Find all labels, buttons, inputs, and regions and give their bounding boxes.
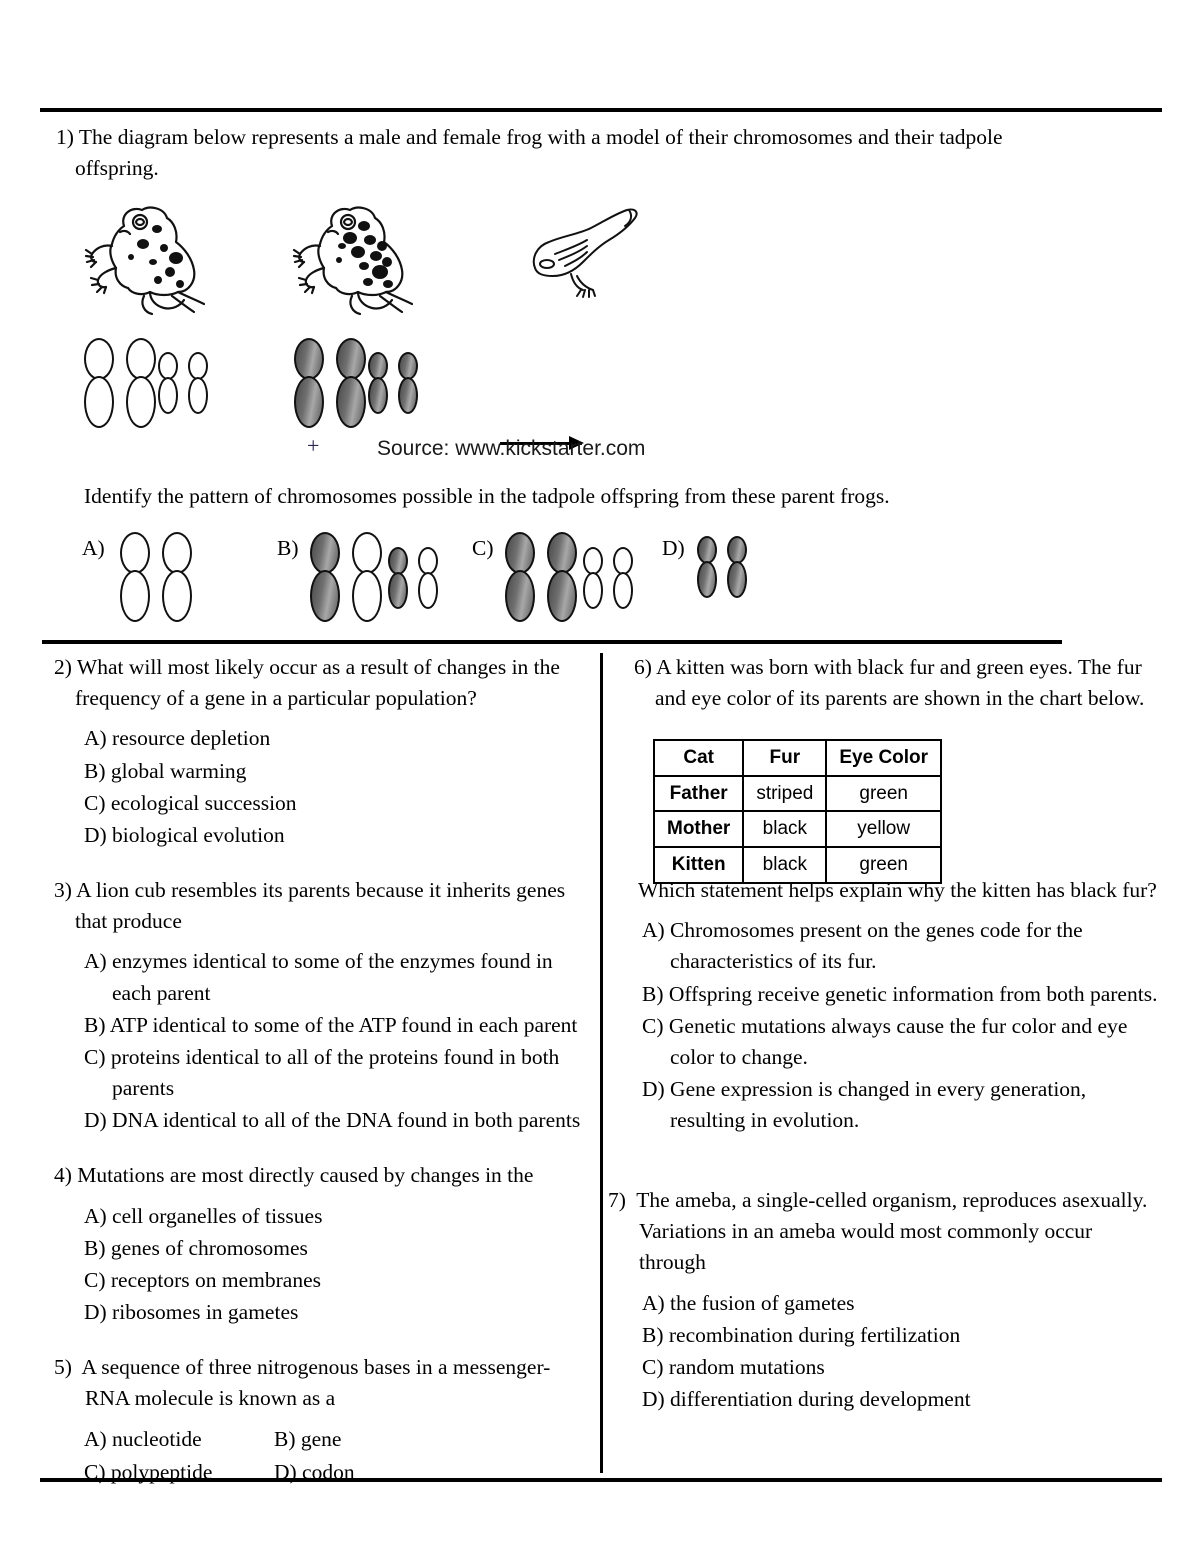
question-2-text: What will most likely occur as a result of changes in the frequency of a gene in a particular population? xyxy=(75,655,560,711)
chromosome xyxy=(368,352,388,414)
chromosome xyxy=(310,532,340,622)
choice[interactable]: A) nucleotide xyxy=(84,1426,202,1451)
choice[interactable]: D) Gene expression is changed in every generation, resulting in evolution. xyxy=(642,1077,1087,1133)
chromosome xyxy=(547,532,577,622)
top-divider-rule xyxy=(40,108,1162,112)
choice[interactable]: B) global warming xyxy=(84,758,247,783)
choice[interactable]: D) codon xyxy=(274,1459,355,1484)
chromosome xyxy=(727,536,747,598)
chromosome xyxy=(613,547,633,609)
question-7-text: The ameba, a single-celled organism, reproduces asexually. Variations in an ameba would most commonly occur through xyxy=(636,1188,1148,1275)
choice[interactable]: A) Chromosomes present on the genes code for the characteristics of its fur. xyxy=(642,918,1083,974)
cell-eye-color: green xyxy=(826,847,941,883)
question-4 xyxy=(54,1160,594,1328)
choice[interactable]: C) receptors on membranes xyxy=(84,1267,322,1292)
question-6-choices xyxy=(638,915,1163,1136)
chromosome xyxy=(388,547,408,609)
question-5-number: 5) xyxy=(54,1355,72,1380)
choice-c-label: C) xyxy=(472,536,494,560)
question-5-text: A sequence of three nitrogenous bases in a messenger-RNA molecule is known as a xyxy=(81,1355,551,1411)
choice-c-small-pair[interactable] xyxy=(583,547,633,609)
question-4-number: 4) xyxy=(54,1163,72,1188)
choice[interactable]: B) ATP identical to some of the ATP found in each parent xyxy=(84,1012,578,1037)
question-1-prompt: Identify the pattern of chromosomes possible in the tadpole offspring from these parent frogs. xyxy=(84,484,890,508)
chromosome xyxy=(162,532,192,622)
chromosome xyxy=(398,352,418,414)
choice-d-label: D) xyxy=(662,536,685,560)
chromosome xyxy=(120,532,150,622)
question-3-choices xyxy=(54,946,594,1136)
choice[interactable]: A) resource depletion xyxy=(84,726,271,751)
question-2 xyxy=(54,652,594,851)
choice[interactable]: C) random mutations xyxy=(642,1354,825,1379)
source-caption: Source: www.kickstarter.com xyxy=(377,437,646,460)
choice[interactable]: D) DNA identical to all of the DNA found in both parents xyxy=(84,1108,581,1133)
question-6-number: 6) xyxy=(634,655,652,679)
cat-trait-table xyxy=(653,739,942,884)
question-7 xyxy=(608,1185,1164,1416)
choice[interactable]: C) Genetic mutations always cause the fur color and eye color to change. xyxy=(642,1013,1128,1069)
cell-fur: striped xyxy=(743,776,826,812)
chromosome xyxy=(583,547,603,609)
column-header-eye-color: Eye Color xyxy=(826,740,941,776)
question-6-stem xyxy=(634,652,1164,714)
choice[interactable]: C) ecological succession xyxy=(84,790,297,815)
plus-symbol: + xyxy=(307,433,320,458)
table-row xyxy=(654,776,941,812)
chromosome xyxy=(697,536,717,598)
chromosome xyxy=(188,352,208,414)
chromosome xyxy=(158,352,178,414)
question-4-text: Mutations are most directly caused by changes in the xyxy=(77,1163,534,1188)
question-1-stem xyxy=(56,122,1056,183)
question-6-text: A kitten was born with black fur and green eyes. The fur and eye color of its parents are shown in the chart below. xyxy=(655,655,1145,711)
female-small-chromosome-pair xyxy=(368,352,418,414)
chromosome xyxy=(294,338,324,428)
choice[interactable]: B) gene xyxy=(274,1426,342,1451)
choice[interactable]: C) polypeptide xyxy=(84,1459,213,1484)
female-frog-icon xyxy=(292,200,427,315)
question-1-choices xyxy=(0,528,1200,638)
question-5-choices xyxy=(54,1424,594,1488)
choice[interactable]: B) Offspring receive genetic information from both parents. xyxy=(642,981,1158,1006)
choice[interactable]: B) genes of chromosomes xyxy=(84,1235,308,1260)
cell-cat: Father xyxy=(654,776,743,812)
question-7-number: 7) xyxy=(608,1188,626,1212)
choice[interactable]: D) ribosomes in gametes xyxy=(84,1300,299,1325)
chromosome xyxy=(84,338,114,428)
question-7-choices xyxy=(608,1288,1164,1416)
table-row xyxy=(654,811,941,847)
choice[interactable]: A) the fusion of gametes xyxy=(642,1290,855,1315)
tadpole-icon xyxy=(525,202,645,302)
question-3-number: 3) xyxy=(54,878,72,903)
male-large-chromosome-pair xyxy=(84,338,156,428)
table-header-row xyxy=(654,740,941,776)
column-header-cat: Cat xyxy=(654,740,743,776)
female-large-chromosome-pair xyxy=(294,338,366,428)
chromosome xyxy=(336,338,366,428)
question-3-text: A lion cub resembles its parents because it inherits genes that produce xyxy=(75,878,566,934)
choice[interactable]: B) recombination during fertilization xyxy=(642,1322,961,1347)
choice-b-large-pair[interactable] xyxy=(310,532,382,622)
choice[interactable]: D) biological evolution xyxy=(84,822,285,847)
cell-fur: black xyxy=(743,811,826,847)
choice[interactable]: A) cell organelles of tissues xyxy=(84,1203,323,1228)
chromosome xyxy=(126,338,156,428)
chromosome xyxy=(352,532,382,622)
cell-cat: Kitten xyxy=(654,847,743,883)
cell-eye-color: yellow xyxy=(826,811,941,847)
question-1-number: 1) xyxy=(56,125,74,149)
choice-a-label: A) xyxy=(82,536,105,560)
question-6-body xyxy=(638,875,1163,1137)
chromosome xyxy=(418,547,438,609)
choice-d-small-pair[interactable] xyxy=(697,536,747,598)
male-small-chromosome-pair xyxy=(158,352,208,414)
question-2-number: 2) xyxy=(54,655,72,679)
cell-fur: black xyxy=(743,847,826,883)
male-frog-icon xyxy=(84,200,219,315)
question-3 xyxy=(54,875,594,1136)
middle-divider-rule xyxy=(42,640,1062,644)
left-question-column xyxy=(54,652,594,1492)
question-6-sub-prompt: Which statement helps explain why the kitten has black fur? xyxy=(638,878,1157,902)
question-2-choices xyxy=(54,723,594,851)
choice[interactable]: A) enzymes identical to some of the enzymes found in each parent xyxy=(84,949,553,1005)
chromosome xyxy=(505,532,535,622)
choice-a-large-pair[interactable] xyxy=(120,532,192,622)
question-4-choices xyxy=(54,1201,594,1329)
choice[interactable]: C) proteins identical to all of the proteins found in both parents xyxy=(84,1044,560,1101)
cell-eye-color: green xyxy=(826,776,941,812)
choice[interactable]: D) differentiation during development xyxy=(642,1387,971,1412)
question-1-text: The diagram below represents a male and female frog with a model of their chromosomes and their tadpole offspring. xyxy=(75,125,1003,180)
choice-b-small-pair[interactable] xyxy=(388,547,438,609)
question-5 xyxy=(54,1352,594,1488)
column-divider-rule xyxy=(600,653,603,1473)
choice-c-large-pair[interactable] xyxy=(505,532,577,622)
cell-cat: Mother xyxy=(654,811,743,847)
column-header-fur: Fur xyxy=(743,740,826,776)
choice-b-label: B) xyxy=(277,536,299,560)
